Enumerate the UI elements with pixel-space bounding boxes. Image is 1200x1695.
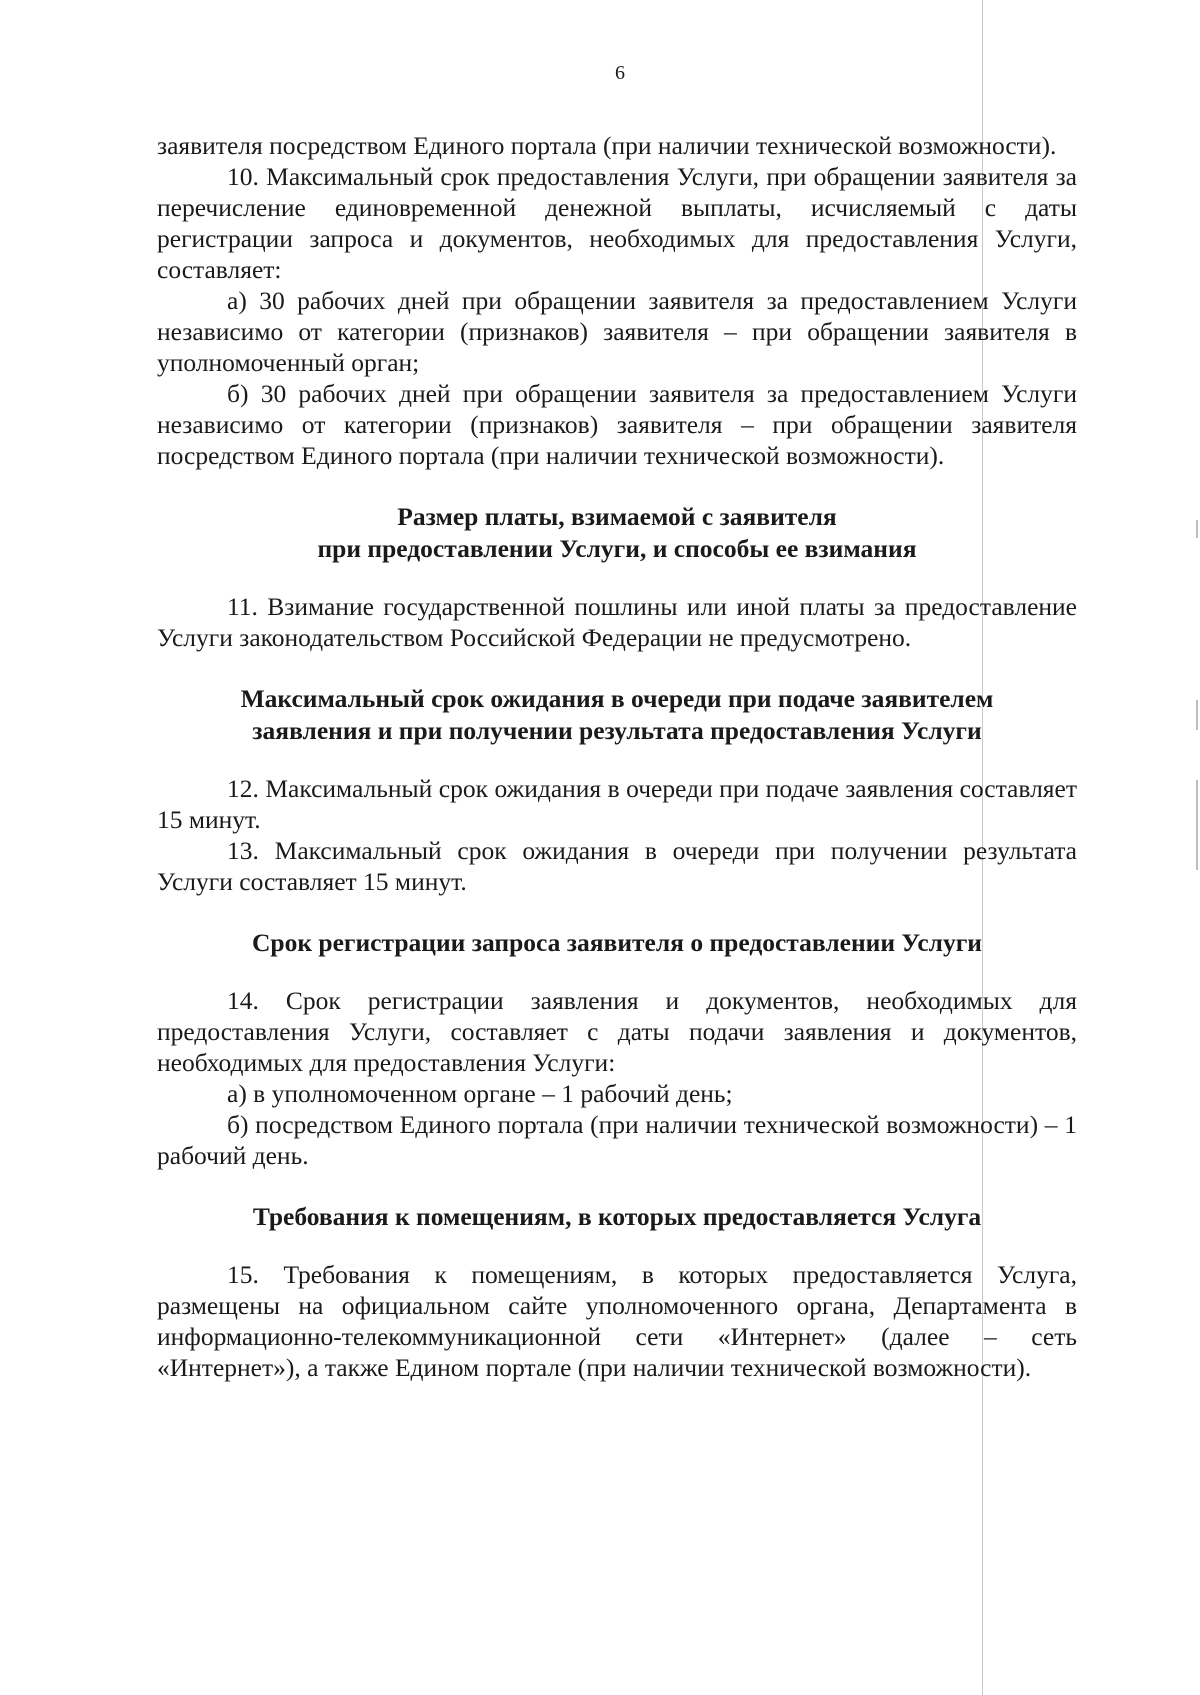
- section-heading-line: Срок регистрации запроса заявителя о предоставлении Услуги: [252, 928, 982, 957]
- section-heading: [157, 501, 1077, 565]
- paragraph: 11. Взимание государственной пошлины или иной платы за предоставление Услуги законодательством Российской Федерации не предусмотрено.: [157, 592, 1077, 652]
- paragraph: 14. Срок регистрации заявления и документов, необходимых для предоставления Услуги, составляет с даты подачи заявления и документов, необходимых для предоставления Услуги:: [157, 986, 1077, 1077]
- paragraph: 12. Максимальный срок ожидания в очереди при подаче заявления составляет 15 минут.: [157, 774, 1077, 834]
- paragraph: 15. Требования к помещениям, в которых предоставляется Услуга, размещены на официальном сайте уполномоченного органа, Департамента в информационно-телекоммуникационной сети «Интернет» (далее – сеть «Интернет»), а также Едином портале (при наличии технической возможности).: [157, 1260, 1077, 1382]
- paragraph: а) в уполномоченном органе – 1 рабочий день;: [227, 1079, 733, 1108]
- paragraph: б) посредством Единого портала (при наличии технической возможности) – 1 рабочий день.: [157, 1110, 1077, 1170]
- scan-edge-mark: [1196, 520, 1198, 538]
- section-heading: [157, 927, 1077, 959]
- section-heading: [157, 1201, 1077, 1233]
- scan-edge-mark: [1196, 700, 1198, 730]
- scan-edge-mark: [1196, 780, 1198, 870]
- section-heading-line: Максимальный срок ожидания в очереди при подаче заявителем: [240, 684, 994, 713]
- section-heading-line: Требования к помещениям, в которых предоставляется Услуга: [252, 1202, 982, 1231]
- document-body: [157, 130, 1077, 1383]
- paragraph: а) 30 рабочих дней при обращении заявителя за предоставлением Услуги независимо от категории (признаков) заявителя – при обращении заявителя в уполномоченный орган;: [157, 286, 1077, 377]
- section-heading-line: Размер платы, взимаемой с заявителя: [397, 502, 837, 531]
- paragraph: заявителя посредством Единого портала (при наличии технической возможности).: [157, 131, 1057, 160]
- section-heading-line: при предоставлении Услуги, и способы ее взимания: [317, 534, 917, 563]
- section-heading-line: заявления и при получении результата предоставления Услуги: [252, 716, 982, 745]
- paragraph: 10. Максимальный срок предоставления Услуги, при обращении заявителя за перечисление единовременной денежной выплаты, исчисляемый с даты регистрации запроса и документов, необходимых для предоставления Услуги, составляет:: [157, 162, 1077, 284]
- paragraph: 13. Максимальный срок ожидания в очереди при получении результата Услуги составляет 15 минут.: [157, 836, 1077, 896]
- section-heading: [157, 683, 1077, 747]
- paragraph: б) 30 рабочих дней при обращении заявителя за предоставлением Услуги независимо от категории (признаков) заявителя – при обращении заявителя посредством Единого портала (при наличии технической возможности).: [157, 379, 1077, 470]
- page-number: 6: [615, 62, 625, 84]
